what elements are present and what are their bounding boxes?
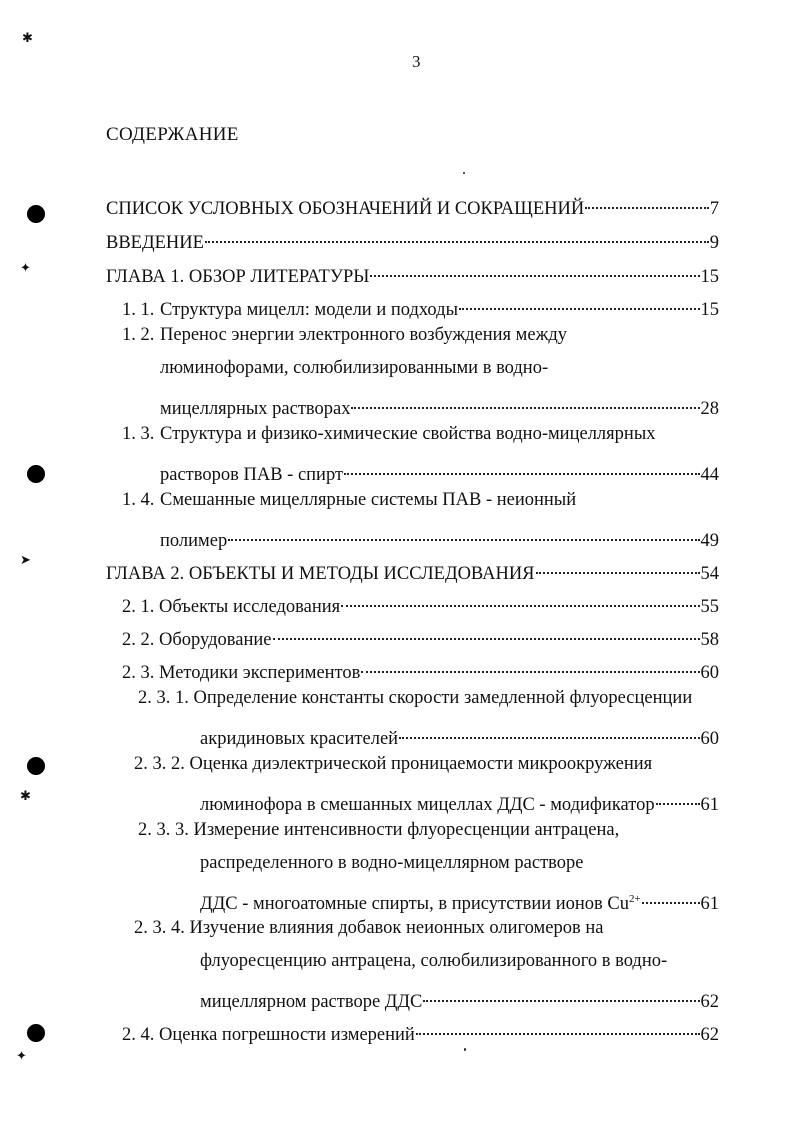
toc-entry-title: 2. 2. Оборудование: [122, 630, 272, 650]
toc-entry-1-1[interactable]: [122, 291, 719, 321]
toc-entry-title: растворов ПАВ - спирт: [160, 465, 344, 485]
toc-page-number: 55: [700, 597, 719, 617]
toc-page-number: 54: [700, 564, 719, 584]
page-title: СОДЕРЖАНИЕ: [106, 124, 239, 145]
scan-mark: ✱: [22, 30, 33, 45]
toc-entry-title: 2. 3. Методики экспериментов: [122, 663, 361, 683]
section-number: 1. 2.: [122, 325, 155, 345]
dot-leader: [341, 583, 699, 607]
toc-entry-introduction[interactable]: [106, 224, 719, 254]
scan-mark: ✱: [20, 788, 31, 803]
section-title: Перенос энергии электронного возбуждения между: [160, 325, 568, 345]
toc-entry-title: ВВЕДЕНИЕ: [106, 233, 204, 253]
toc-entry-2-4[interactable]: [122, 1016, 719, 1046]
toc-entry-1-2-line2: люминофорами, солюбилизированными в водно-: [160, 358, 549, 378]
toc-entry-2-3-1-line2[interactable]: [200, 720, 719, 750]
toc-page-number: 60: [700, 663, 719, 683]
toc-entry-1-3-line1[interactable]: [122, 423, 656, 445]
section-number: 1. 1.: [122, 300, 155, 320]
dot-leader: [370, 253, 699, 277]
toc-page-number: 61: [700, 894, 719, 914]
dot-leader: [416, 1011, 700, 1035]
dot-leader: [585, 185, 709, 209]
toc-entry-title: акридиновых красителей: [200, 729, 399, 749]
toc-entry-2-3-3-line1[interactable]: 2. 3. 3. Измерение интенсивности флуоресценции антрацена,: [138, 820, 620, 840]
dot-leader: [273, 616, 700, 640]
dot-leader: [656, 781, 700, 805]
toc-entry-1-2-line1[interactable]: [122, 324, 567, 346]
toc-entry-2-3[interactable]: [122, 654, 719, 684]
toc-entry-2-3-4-line2: флуоресценцию антрацена, солюбилизированного в водно-: [200, 951, 668, 971]
toc-entry-chapter-2[interactable]: [106, 555, 719, 585]
section-number: 1. 3.: [122, 424, 155, 444]
toc-entry-title: мицеллярном растворе ДДС: [200, 992, 423, 1012]
toc-entry-title: 2. 1. Объекты исследования: [122, 597, 341, 617]
dot-leader: [205, 219, 709, 243]
binding-hole: [27, 205, 45, 223]
toc-page-number: 15: [700, 267, 719, 287]
toc-entry-title: полимер: [160, 531, 228, 551]
section-title: Структура мицелл: модели и подходы: [160, 300, 458, 320]
toc-page-number: 62: [700, 1025, 719, 1045]
toc-entry-chapter-1[interactable]: [106, 258, 719, 288]
toc-entry-title: [200, 888, 641, 915]
scan-mark: ➤: [20, 552, 31, 567]
dot-leader: [536, 550, 700, 574]
toc-entry-2-1[interactable]: [122, 588, 719, 618]
toc-entry-1-4-line2[interactable]: [160, 522, 719, 552]
toc-entry-title: СПИСОК УСЛОВНЫХ ОБОЗНАЧЕНИЙ И СОКРАЩЕНИЙ: [106, 199, 585, 219]
toc-entry-title: ГЛАВА 2. ОБЪЕКТЫ И МЕТОДЫ ИССЛЕДОВАНИЯ: [106, 564, 535, 584]
toc-entry-title: 2. 4. Оценка погрешности измерений: [122, 1025, 415, 1045]
dot-leader: [228, 517, 699, 541]
scan-speck: [463, 172, 465, 174]
toc-entry-title: [122, 299, 458, 321]
toc-page-number: 44: [700, 465, 719, 485]
toc-entry-title: мицеллярных растворах: [160, 399, 351, 419]
toc-entry-2-3-3-line2: распределенного в водно-мицеллярном растворе: [200, 853, 584, 873]
section-number: 1. 4.: [122, 490, 155, 510]
dot-leader: [459, 286, 700, 310]
toc-entry-abbreviations[interactable]: [106, 190, 719, 220]
toc-page-number: 58: [700, 630, 719, 650]
toc-page-number: 49: [700, 531, 719, 551]
binding-hole: [27, 757, 45, 775]
dot-leader: [361, 649, 699, 673]
superscript-charge: 2+: [629, 892, 641, 905]
toc-entry-title: ГЛАВА 1. ОБЗОР ЛИТЕРАТУРЫ: [106, 267, 370, 287]
toc-page-number: 61: [700, 795, 719, 815]
toc-entry-2-3-1-line1[interactable]: 2. 3. 1. Определение константы скорости замедленной флуоресценции: [138, 688, 693, 708]
toc-entry-1-4-line1[interactable]: [122, 489, 576, 511]
page-number: 3: [412, 52, 421, 71]
binding-hole: [27, 465, 45, 483]
toc-page-number: 60: [700, 729, 719, 749]
binding-hole: [27, 1024, 45, 1042]
toc-entry-2-3-2-line2[interactable]: [200, 786, 719, 816]
toc-entry-1-2-line3[interactable]: [160, 390, 719, 420]
toc-entry-title: люминофора в смешанных мицеллах ДДС - модификатор: [200, 795, 655, 815]
toc-entry-2-3-2-line1[interactable]: 2. 3. 2. Оценка диэлектрической проницаемости микроокружения: [134, 754, 653, 774]
toc-entry-1-3-line2[interactable]: [160, 456, 719, 486]
scan-speck: [464, 1048, 466, 1051]
dot-leader: [642, 880, 700, 904]
toc-page-number: 62: [700, 992, 719, 1012]
toc-entry-2-3-3-line3[interactable]: [200, 885, 719, 915]
toc-entry-2-3-4-line3[interactable]: [200, 983, 719, 1013]
toc-page-number: 9: [709, 233, 719, 253]
dot-leader: [399, 715, 699, 739]
toc-page-number: 15: [700, 300, 719, 320]
scan-mark: ✦: [16, 1048, 27, 1063]
dot-leader: [423, 978, 699, 1002]
toc-entry-2-2[interactable]: [122, 621, 719, 651]
section-title: Структура и физико-химические свойства водно-мицеллярных: [160, 424, 656, 444]
entry-text: ДДС - многоатомные спирты, в присутствии ионов Cu: [200, 894, 629, 914]
toc-page-number: 7: [709, 199, 719, 219]
section-title: Смешанные мицеллярные системы ПАВ - неионный: [160, 490, 577, 510]
dot-leader: [351, 385, 699, 409]
dot-leader: [344, 451, 699, 475]
scan-mark: ✦: [20, 260, 31, 275]
toc-page-number: 28: [700, 399, 719, 419]
toc-entry-2-3-4-line1[interactable]: 2. 3. 4. Изучение влияния добавок неионных олигомеров на: [134, 918, 604, 938]
